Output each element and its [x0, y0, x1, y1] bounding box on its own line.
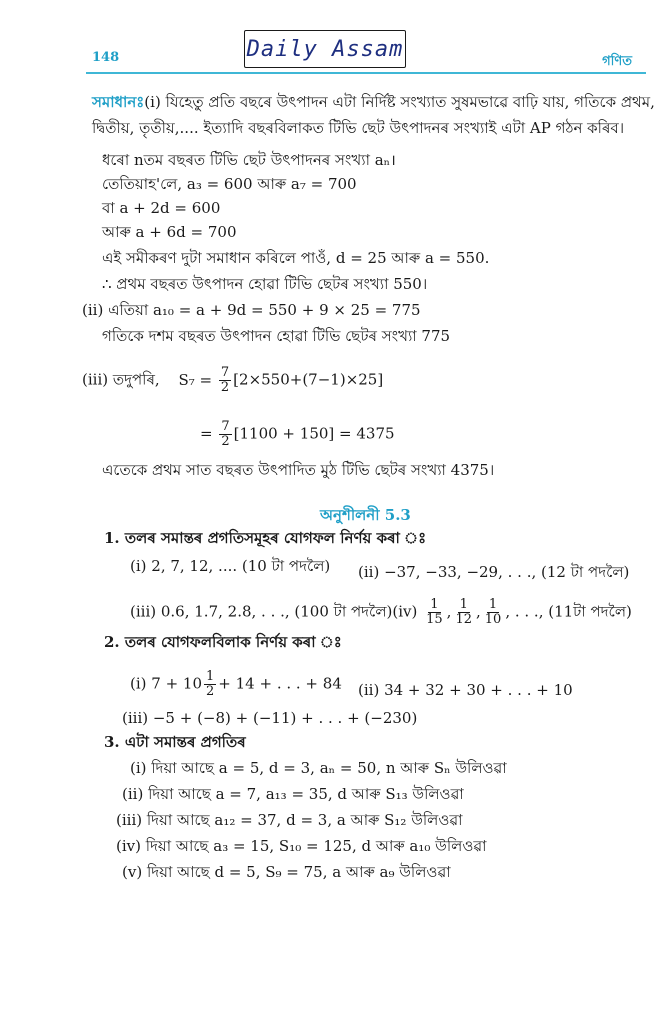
exercise-q2-i — [130, 670, 342, 699]
exercise-title: অনুশীলনী 5.3 — [320, 506, 411, 524]
fraction-numerator: 1 — [430, 597, 439, 612]
fraction-1-10 — [483, 598, 504, 627]
solution-iii-line — [82, 366, 383, 395]
solution-or-line: বা a + 2d = 600 — [102, 199, 221, 217]
solution-iii-eq: = — [200, 424, 213, 443]
exercise-q2-iii: (iii) −5 + (−8) + (−11) + . . . + (−230) — [122, 709, 418, 727]
solution-tenth-year: গতিকে দশম বছৰত উৎপাদন হোৱা টিভি ছেটৰ সংখ্যা 775 — [102, 327, 451, 345]
exercise-q2: 2. তলৰ যোগফলবিলাক নিৰ্ণয় কৰা ঃ — [104, 633, 342, 651]
fraction-denominator: 2 — [221, 434, 230, 449]
exercise-q2-i-b: + 14 + . . . + 84 — [218, 674, 342, 693]
fraction-denominator: 12 — [455, 612, 472, 627]
fraction-numerator: 7 — [220, 365, 230, 380]
fraction-denominator: 15 — [426, 612, 443, 627]
solution-first-year: ∴ প্ৰথম বছৰত উৎপাদন হোৱা টিভি ছেটৰ সংখ্যা 550। — [102, 275, 428, 293]
exercise-q3-iv: (iv) দিয়া আছে a₃ = 15, S₁₀ = 125, d আৰু a₁₀ উলিওৱা — [116, 837, 487, 855]
page-number: 148 — [92, 50, 120, 65]
exercise-q3-i: (i) দিয়া আছে a = 5, d = 3, aₙ = 50, n আৰু Sₙ উলিওৱা — [130, 759, 507, 777]
fraction-numerator: 1 — [459, 597, 468, 612]
fraction-1-2 — [204, 670, 216, 699]
exercise-q1-iii-iv: (iii) 0.6, 1.7, 2.8, . . ., (100 টা পদলৈ)(iv) $\frac{1}{15}$ , $\frac{1}{12}$ , $\frac{1}{10}$ , . . ., (11টা পদলৈ) — [130, 597, 632, 627]
solution-then-line: তেতিয়াহ'লে, a₃ = 600 আৰু a₇ = 700 — [102, 175, 357, 193]
exercise-q1: 1. তলৰ সমান্তৰ প্ৰগতিসমূহৰ যোগফল নিৰ্ণয় কৰা ঃ — [104, 529, 427, 547]
exercise-q2-ii: (ii) 34 + 32 + 30 + . . . + 10 — [358, 681, 573, 699]
solution-iii-expr1: [2×550+(7−1)×25] — [233, 370, 384, 389]
exercise-q1-ii: (ii) −37, −33, −29, . . ., (12 টা পদলৈ) — [358, 563, 630, 581]
solution-solve-line: এই সমীকৰণ দুটা সমাধান কৰিলে পাওঁ, d = 25 আৰু a = 550. — [102, 249, 490, 267]
solution-label: সমাধানঃ — [92, 93, 145, 111]
solution-iii-expr2: [1100 + 150] = 4375 — [233, 424, 395, 443]
subject-title: গণিত — [602, 54, 632, 69]
fraction-1-15 — [424, 598, 445, 627]
solution-iii-s7: S₇ = — [178, 370, 213, 389]
exercise-q3-iii: (iii) দিয়া আছে a₁₂ = 37, d = 3, a আৰু S₁₂ উলিওৱা — [116, 811, 463, 829]
fraction-numerator: 1 — [488, 597, 498, 612]
solution-ii-line: (ii) এতিয়া a₁₀ = a + 9d = 550 + 9 × 25 = 775 — [82, 301, 421, 319]
exercise-q1-iii: (iii) 0.6, 1.7, 2.8, . . ., (100 টা পদলৈ)(iv) — [130, 602, 418, 621]
solution-and-line: আৰু a + 6d = 700 — [102, 223, 237, 241]
header-divider — [86, 72, 646, 74]
exercise-q3-ii: (ii) দিয়া আছে a = 7, a₁₃ = 35, d আৰু S₁₃ উলিওৱা — [122, 785, 464, 803]
solution-line-1 — [92, 92, 655, 112]
watermark-stamp: Daily Assam — [244, 30, 406, 68]
exercise-q1-iv-tail: , . . ., (11টা পদলৈ) — [505, 602, 632, 621]
solution-let-line: ধৰো nতম বছৰত টিভি ছেট উৎপাদনৰ সংখ্যা aₙ। — [102, 151, 396, 169]
fraction-numerator: 7 — [221, 419, 230, 434]
fraction-denominator: 2 — [206, 684, 215, 699]
exercise-q1-i: (i) 2, 7, 12, .... (10 টা পদলৈ) — [130, 557, 331, 575]
fraction-denominator: 2 — [220, 380, 230, 395]
solution-iii-line-2 — [200, 420, 395, 449]
fraction-numerator: 1 — [206, 669, 215, 684]
exercise-q3-v: (v) দিয়া আছে d = 5, S₉ = 75, a আৰু a₉ উলিওৱা — [122, 863, 451, 881]
exercise-q2-i-a: (i) 7 + 10 — [130, 674, 203, 693]
fraction-seven-halves-2 — [219, 420, 231, 449]
exercise-q3: 3. এটা সমান্তৰ প্ৰগতিৰ — [104, 733, 246, 751]
fraction-1-12 — [453, 598, 474, 627]
solution-iii-prefix: (iii) তদুপৰি, — [82, 370, 160, 389]
solution-conclusion: এতেকে প্ৰথম সাত বছৰত উৎপাদিত মুঠ টিভি ছেটৰ সংখ্যা 4375। — [102, 461, 495, 479]
fraction-seven-halves — [219, 366, 231, 395]
solution-i-intro-1: (i) যিহেতু প্ৰতি বছৰে উৎপাদন এটা নিৰ্দিষ্ট সংখ্যাত সুষমভাৱে বাঢ়ি যায়, গতিকে প্ৰথম, — [144, 93, 655, 111]
solution-i-intro-2: দ্বিতীয়, তৃতীয়,.... ইত্যাদি বছৰবিলাকত টিভি ছেট উৎপাদনৰ সংখ্যাই এটা AP গঠন কৰিব। — [92, 119, 625, 137]
fraction-denominator: 10 — [484, 612, 502, 627]
